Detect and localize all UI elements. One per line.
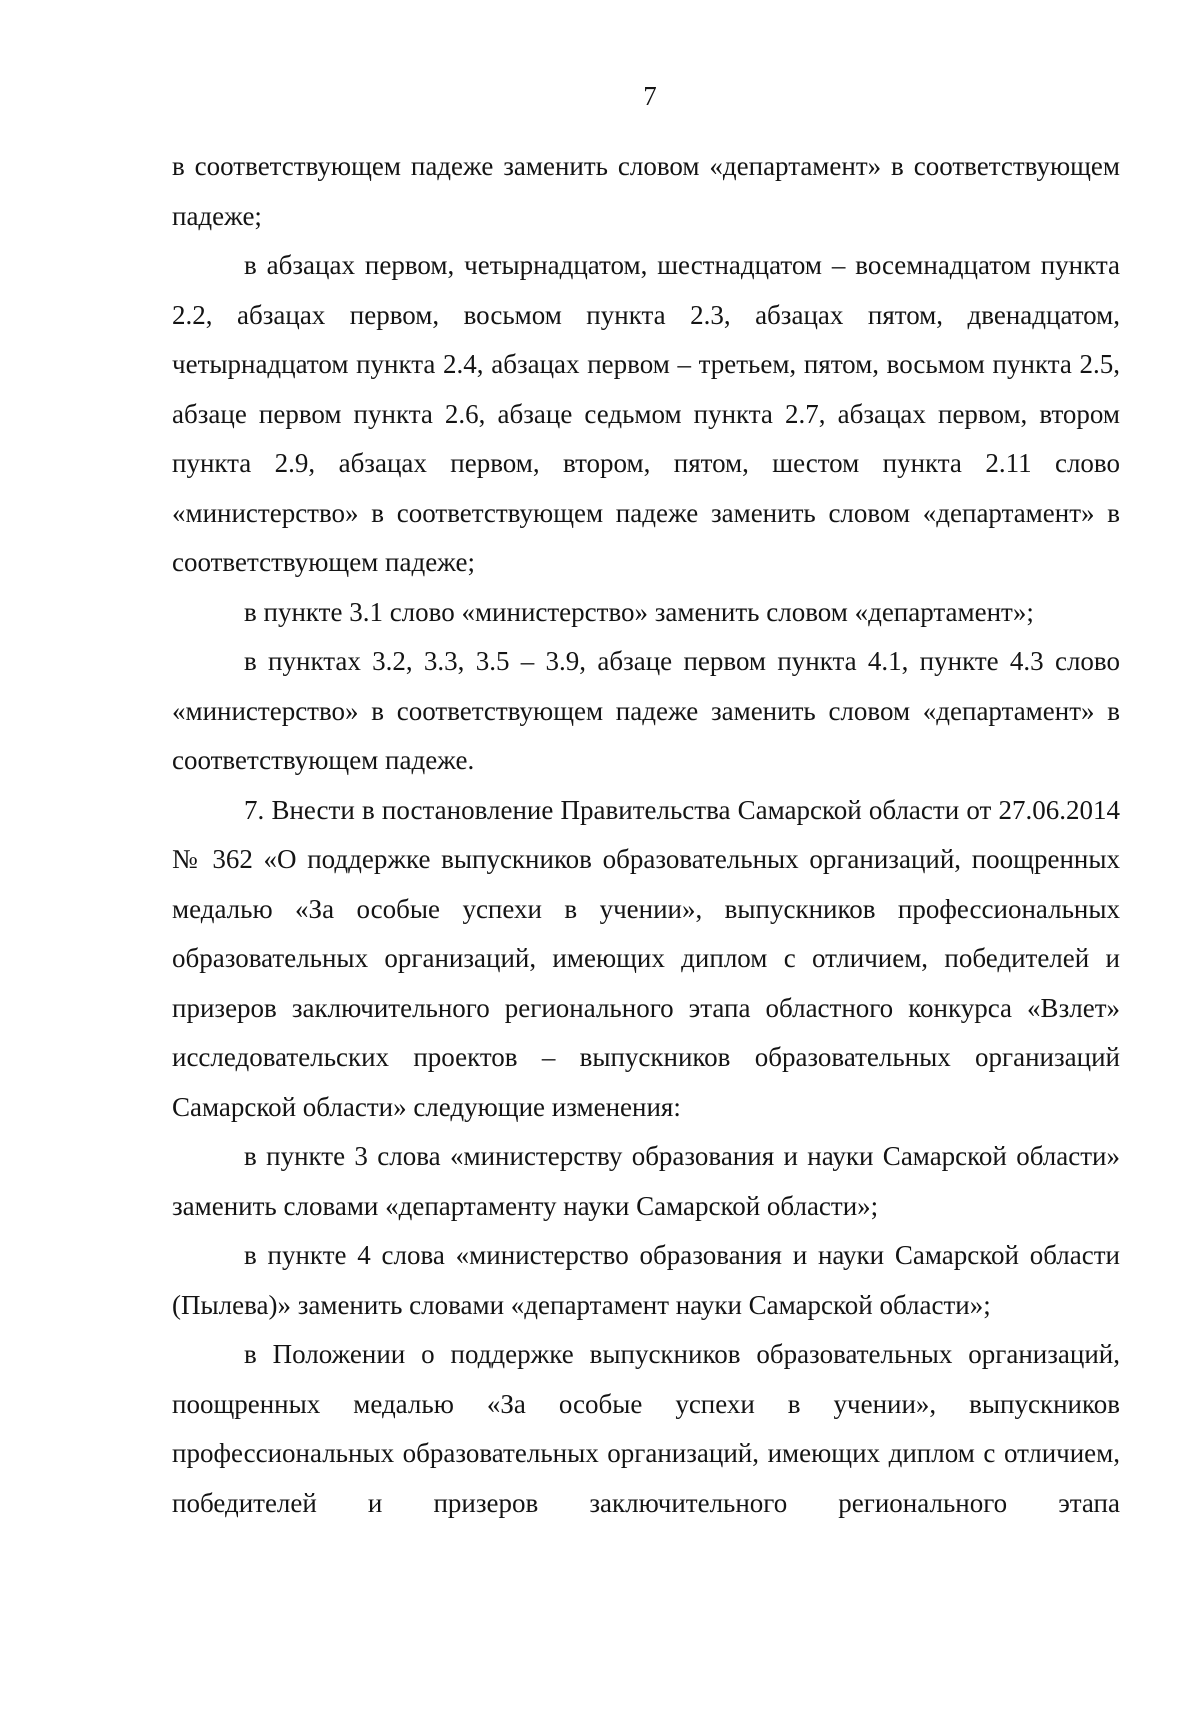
paragraph-item-7: 7. Внести в постановление Правительства Самарской области от 27.06.2014 № 362 «О поддержке выпускников образовательных организаций, поощренных медалью «За особые успехи в учении», выпускников профессиональных образовательных организаций, имеющих диплом с отличием, победителей и призеров заключительного регионального этапа областного конкурса «Взлет» исследовательских проектов – выпускников образовательных организаций Самарской области» следующие изменения:	[172, 794, 1120, 1122]
paragraph-punkty-3-2-4-3: в пунктах 3.2, 3.3, 3.5 – 3.9, абзаце первом пункта 4.1, пункте 4.3 слово «министерство» в соответствующем падеже заменить словом «департамент» в соответствующем падеже.	[172, 646, 1120, 775]
document-body	[172, 142, 1120, 1528]
paragraph-punkt-3-1: в пункте 3.1 слово «министерство» заменить словом «департамент»;	[244, 596, 1034, 627]
paragraph-punkt-4: в пункте 4 слова «министерство образования и науки Самарской области (Пылева)» заменить словами «департамент науки Самарской области»;	[172, 1240, 1120, 1320]
paragraph-abzatsy-punktov-2: в абзацах первом, четырнадцатом, шестнадцатом – восемнадцатом пункта 2.2, абзацах первом, восьмом пункта 2.3, абзацах пятом, двенадцатом, четырнадцатом пункта 2.4, абзацах первом – третьем, пятом, восьмом пункта 2.5, абзаце первом пункта 2.6, абзаце седьмом пункта 2.7, абзацах первом, втором пункта 2.9, абзацах первом, втором, пятом, шестом пункта 2.11 слово «министерство» в соответствующем падеже заменить словом «департамент» в соответствующем падеже;	[172, 250, 1120, 577]
paragraph-continuation: в соответствующем падеже заменить словом «департамент» в соответствующем падеже;	[172, 151, 1120, 231]
page-number: 7	[643, 81, 657, 111]
paragraph-punkt-3: в пункте 3 слова «министерству образования и науки Самарской области» заменить словами «департаменту науки Самарской области»;	[172, 1141, 1120, 1221]
paragraph-polozhenie: в Положении о поддержке выпускников образовательных организаций, поощренных медалью «За особые успехи в учении», выпускников профессиональных образовательных организаций, имеющих диплом с отличием, победителей и призеров заключительного регионального этапа	[172, 1339, 1120, 1518]
